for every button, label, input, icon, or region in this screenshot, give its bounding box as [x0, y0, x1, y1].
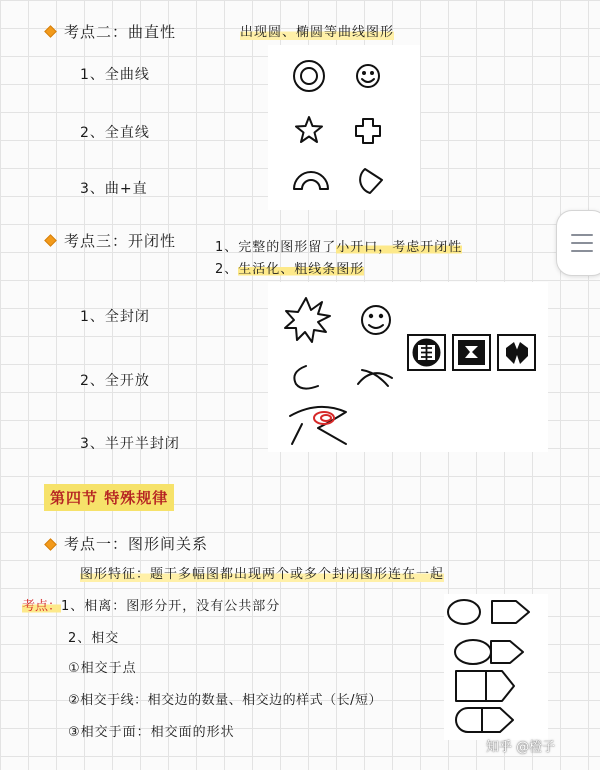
kp2-item-3: 3、曲+直 — [80, 181, 148, 197]
kp3-note-2a: 2、 — [215, 262, 239, 277]
separate-ellipse-icon — [448, 600, 480, 624]
kaodian-label: 考点： — [22, 599, 62, 614]
kp2-item-2: 2、全直线 — [80, 125, 150, 141]
touch-pentagon-icon — [491, 641, 523, 663]
kp3-item-2: 2、全开放 — [80, 373, 150, 389]
kp1-title: 考点一：图形间关系 — [64, 535, 209, 553]
section-title: 第四节 特殊规律 — [44, 484, 174, 511]
separate-pentagon-icon — [492, 601, 529, 623]
kp1-item-2: 2、相交 — [68, 631, 120, 646]
kp3-title: 考点三：开闭性 — [64, 232, 177, 250]
kp2-item-1: 1、全曲线 — [80, 67, 150, 83]
kp1-feature: 图形特征：题干多幅图都出现两个或多个封闭图形连在一起 — [80, 563, 444, 582]
kp1-sub-3: ③相交于面：相交面的形状 — [68, 725, 235, 740]
kp3-note-1b: 小开口，考虑开闭性 — [336, 240, 463, 255]
kp1-sub-1: ①相交于点 — [68, 661, 137, 676]
kaodian-text: 1、相离：图形分开，没有公共部分 — [61, 599, 281, 614]
line-shared-shape-icon — [456, 671, 514, 701]
kp2-note: 出现圆、椭圆等曲线图形 — [240, 21, 394, 40]
kp3-note-1a: 1、完整的图形留了 — [215, 240, 337, 255]
watermark: 知乎 @橙子 — [486, 740, 556, 755]
touch-ellipse-icon — [455, 640, 491, 664]
kp2-title: 考点二：曲直性 — [64, 23, 177, 41]
kp3-note-2b: 生活化、粗线条图形 — [238, 262, 365, 277]
kp3-item-1: 1、全封闭 — [80, 309, 150, 325]
kp1-sub-2: ②相交于线：相交边的数量、相交边的样式（长/短） — [68, 693, 383, 708]
face-shared-shape-icon — [456, 708, 513, 732]
kp3-item-3: 3、半开半封闭 — [80, 436, 180, 452]
